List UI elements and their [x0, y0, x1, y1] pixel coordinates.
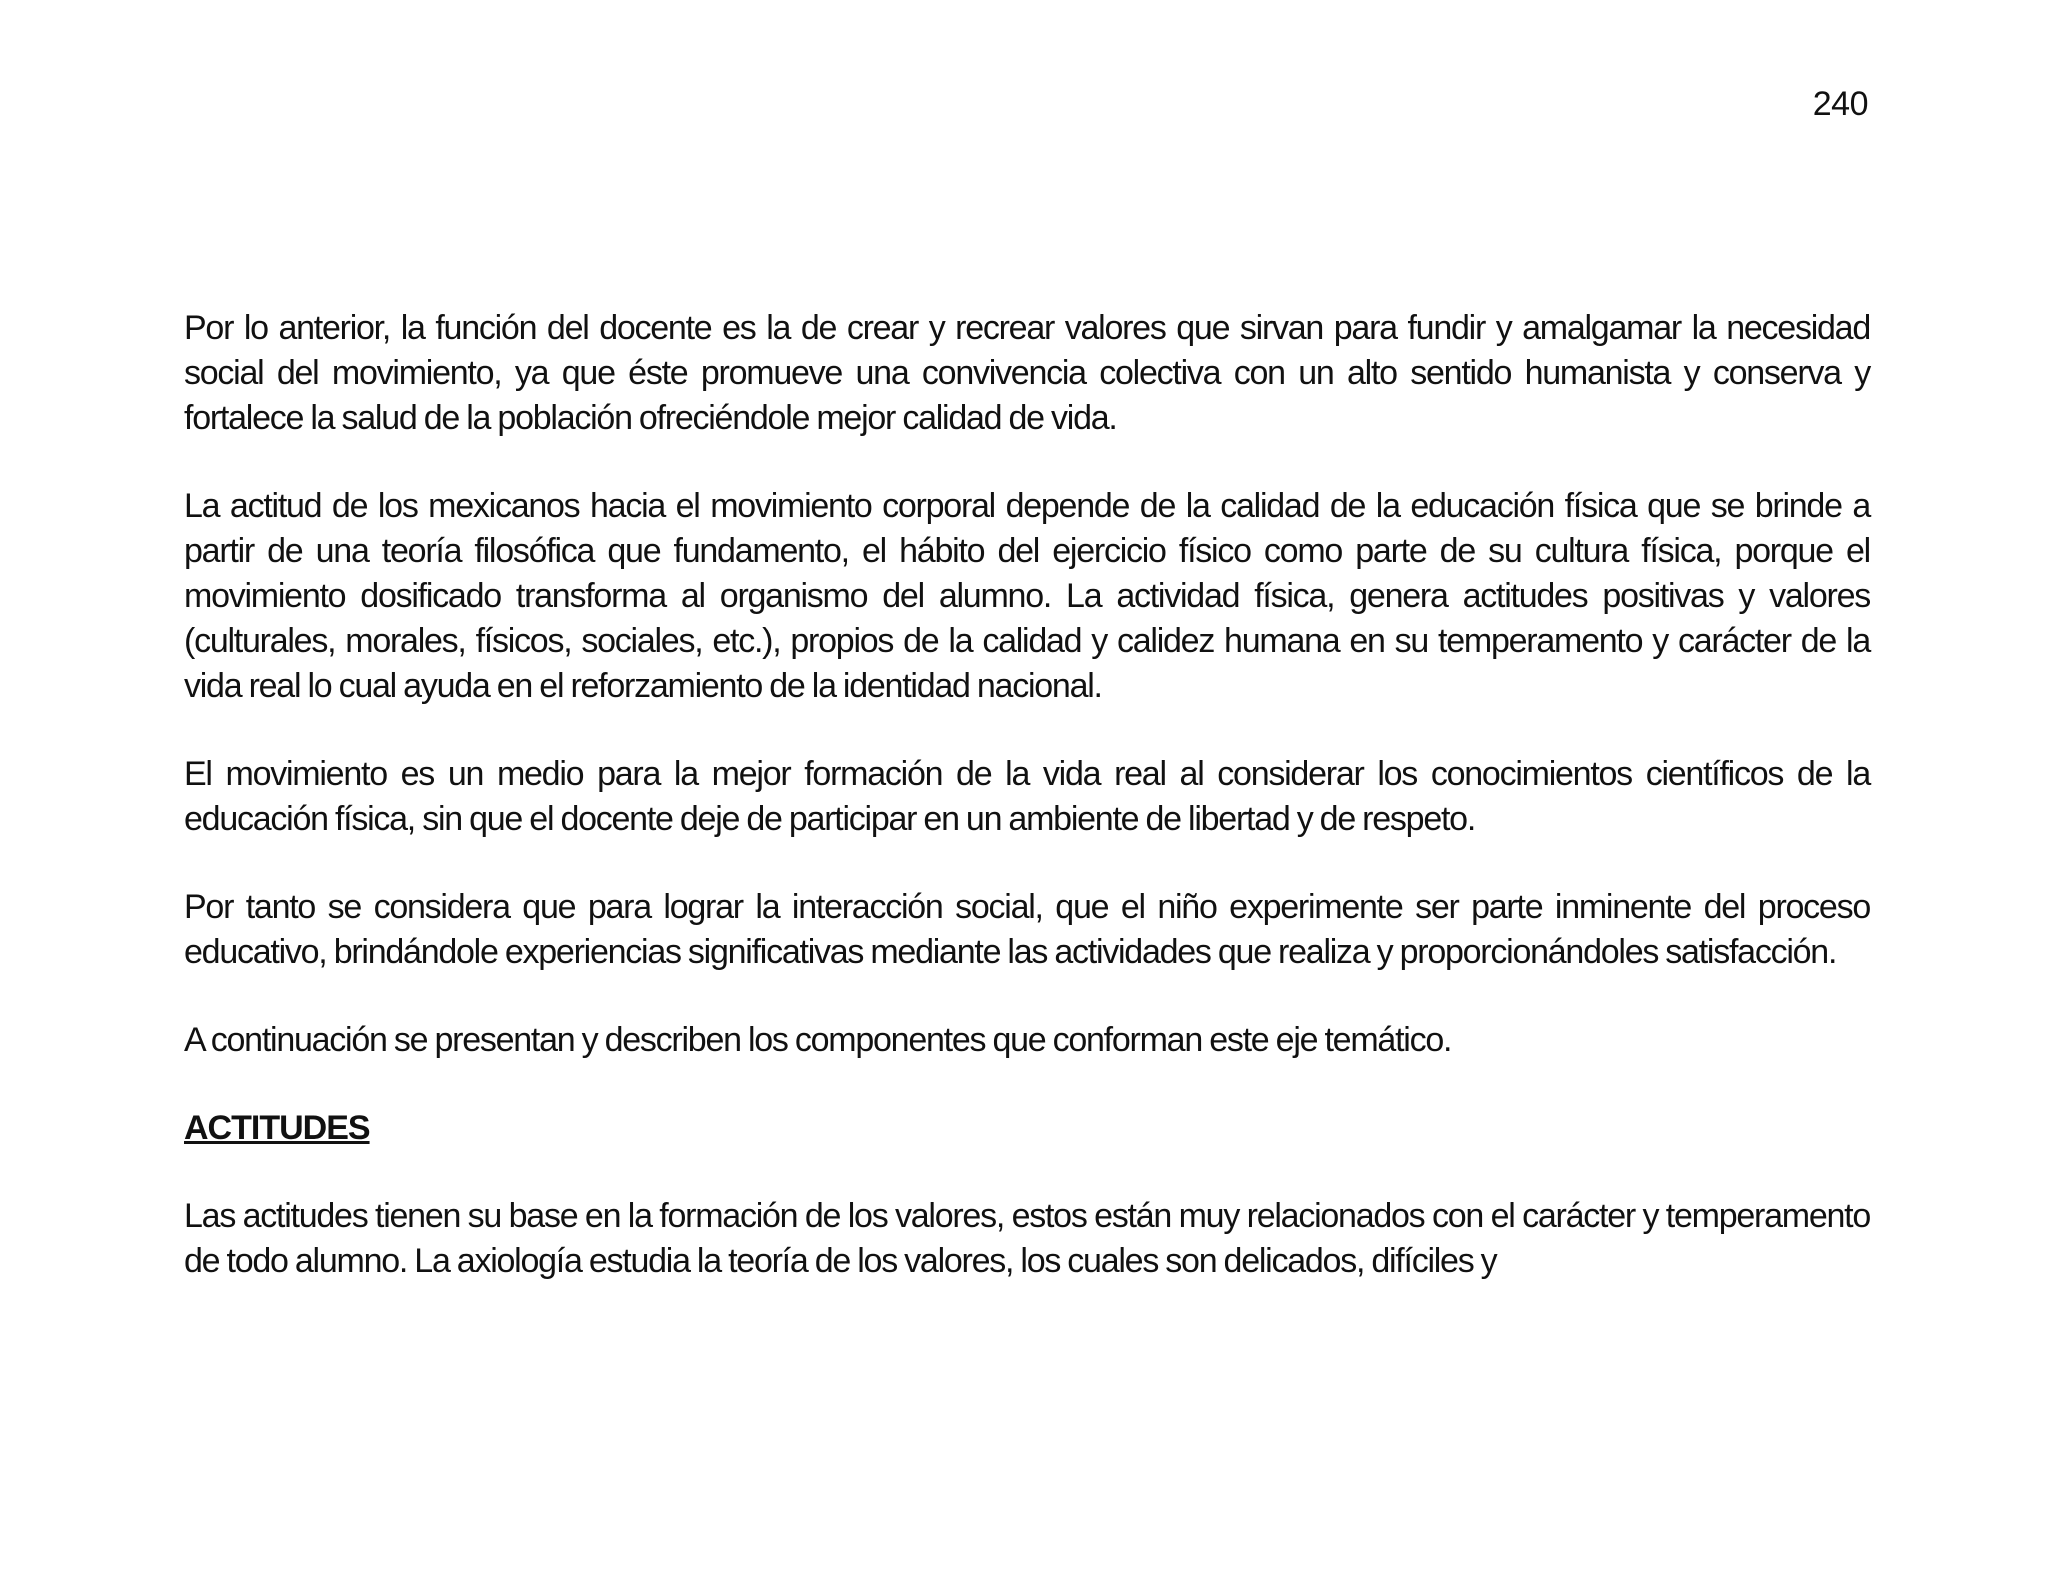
page-body [184, 306, 1870, 1284]
section-heading-actitudes: ACTITUDES [184, 1109, 370, 1147]
paragraph-interaccion-social: Por tanto se considera que para lograr la interacción social, que el niño experimente ser parte inminente del proceso educativo, brindándole experiencias significativas mediante las actividades que realiza y proporcionándoles satisfacción. [184, 888, 1870, 971]
paragraph-docente-funcion: Por lo anterior, la función del docente es la de crear y recrear valores que sirvan para fundir y amalgamar la necesidad social del movimiento, ya que éste promueve una convivencia colectiva con un alto sentido humanista y conserva y fortalece la salud de la población ofreciéndole mejor calidad de vida. [184, 309, 1870, 437]
page-number: 240 [1812, 85, 1868, 123]
paragraph-actitudes: Las actitudes tienen su base en la formación de los valores, estos están muy relacionados con el carácter y temperamento de todo alumno. La axiología estudia la teoría de los valores, los cuales son delicados, difíciles y [184, 1197, 1870, 1280]
paragraph-actitud-mexicanos: La actitud de los mexicanos hacia el movimiento corporal depende de la calidad de la educación física que se brinde a partir de una teoría filosófica que fundamento, el hábito del ejercicio físico como parte de su cultura física, porque el movimiento dosificado transforma al organismo del alumno. La actividad física, genera actitudes positivas y valores (culturales, morales, físicos, sociales, etc.), propios de la calidad y calidez humana en su temperamento y carácter de la vida real lo cual ayuda en el reforzamiento de la identidad nacional. [184, 487, 1870, 705]
paragraph-movimiento-medio: El movimiento es un medio para la mejor formación de la vida real al considerar los conocimientos científicos de la educación física, sin que el docente deje de participar en un ambiente de libertad y de respeto. [184, 755, 1870, 838]
paragraph-componentes-intro: A continuación se presentan y describen los componentes que conforman este eje temático. [184, 1021, 1452, 1059]
